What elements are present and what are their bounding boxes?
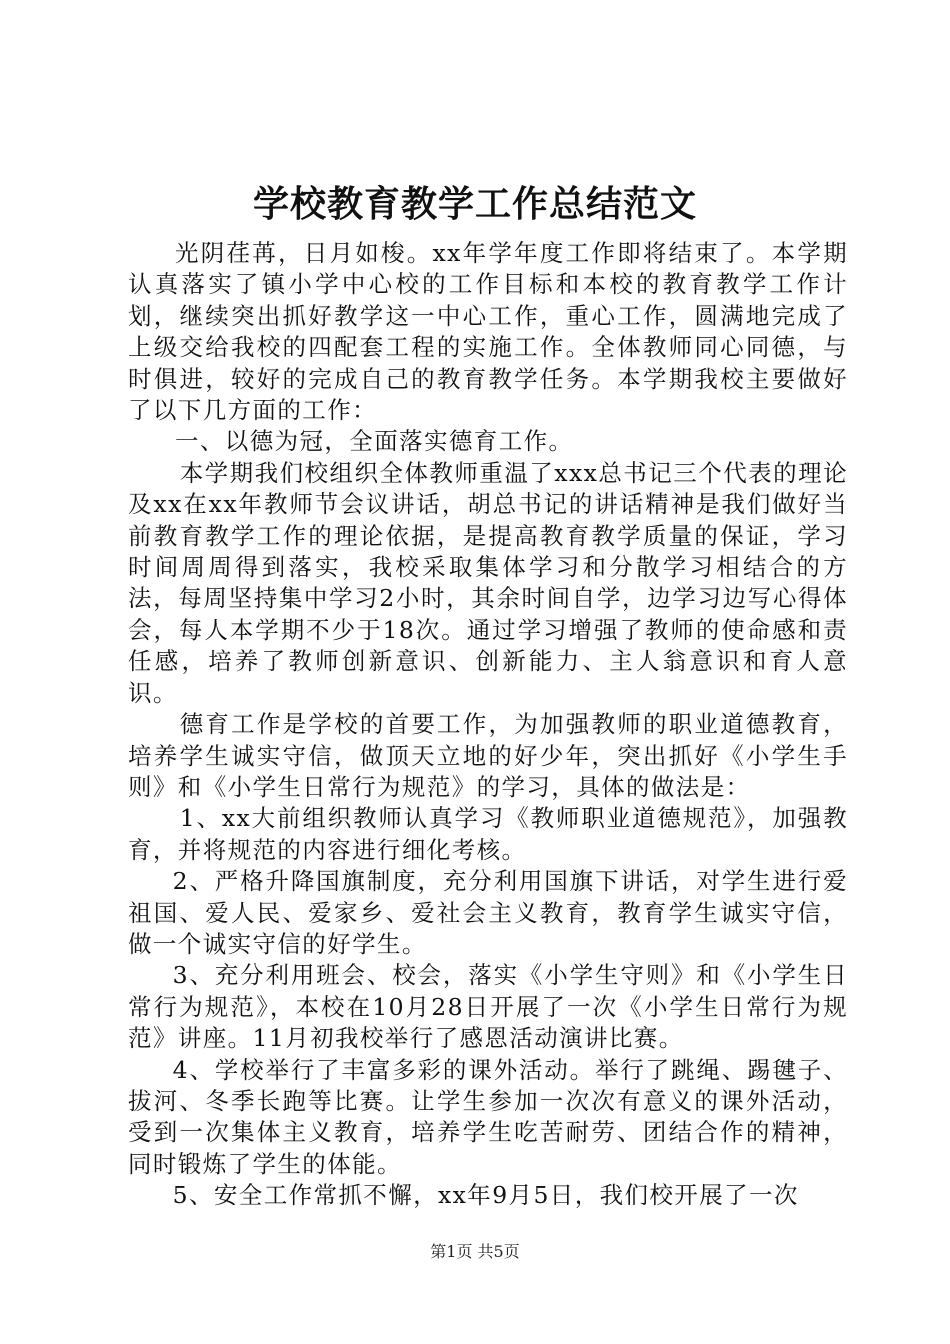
list-item-5: 5、安全工作常抓不懈，xx年9月5日，我们校开展了一次 [172, 1181, 799, 1210]
page-number: 第1页 共5页 [430, 1242, 520, 1261]
paragraph-moral-education: 德育工作是学校的首要工作，为加强教师的职业道德教育，培养学生诚实守信，做顶天立地的好少年，突出抓好《小学生手则》和《小学生日常行为规范》的学习，具体的做法是： [128, 710, 848, 801]
list-item-3: 3、充分利用班会、校会，落实《小学生守则》和《小学生日常行为规范》，本校在10月28日开展了一次《小学生日常行为规范》讲座。11月初我校举行了感恩活动演讲比赛。 [128, 961, 848, 1053]
list-item-2: 2、严格升降国旗制度，充分利用国旗下讲话，对学生进行爱祖国、爱人民、爱家乡、爱社会主义教育，教育学生诚实守信，做一个诚实守信的好学生。 [128, 867, 848, 958]
document-title: 学校教育教学工作总结范文 [252, 183, 697, 225]
document-body [128, 238, 848, 1212]
section-heading: 一、以德为冠，全面落实德育工作。 [175, 427, 574, 456]
list-item-4: 4、学校举行了丰富多彩的课外活动。举行了跳绳、踢毽子、拔河、冬季长跑等比赛。让学生参加一次次有意义的课外活动，受到一次集体主义教育，培养学生吃苦耐劳、团结合作的精神，同时锻炼了学生的体能。 [128, 1055, 848, 1178]
list-item-1: 1、xx大前组织教师认真学习《教师职业道德规范》，加强教育，并将规范的内容进行细化考核。 [128, 804, 848, 864]
paragraph-study: 本学期我们校组织全体教师重温了xxx总书记三个代表的理论及xx在xx年教师节会议讲话，胡总书记的讲话精神是我们做好当前教育教学工作的理论依据，是提高教育教学质量的保证，学习时间周周得到落实，我校采取集体学习和分散学习相结合的方法，每周坚持集中学习2小时，其余时间自学，边学习边写心得体会，每人本学期不少于18次。通过学习增强了教师的使命感和责任感，培养了教师创新意识、创新能力、主人翁意识和育人意识。 [128, 458, 848, 707]
paragraph-intro: 光阴荏苒，日月如梭。xx年学年度工作即将结束了。本学期认真落实了镇小学中心校的工作目标和本校的教育教学工作计划，继续突出抓好教学这一中心工作，重心工作，圆满地完成了上级交给我校的四配套工程的实施工作。全体教师同心同德，与时俱进，较好的完成自己的教育教学任务。本学期我校主要做好了以下几方面的工作： [128, 239, 848, 425]
